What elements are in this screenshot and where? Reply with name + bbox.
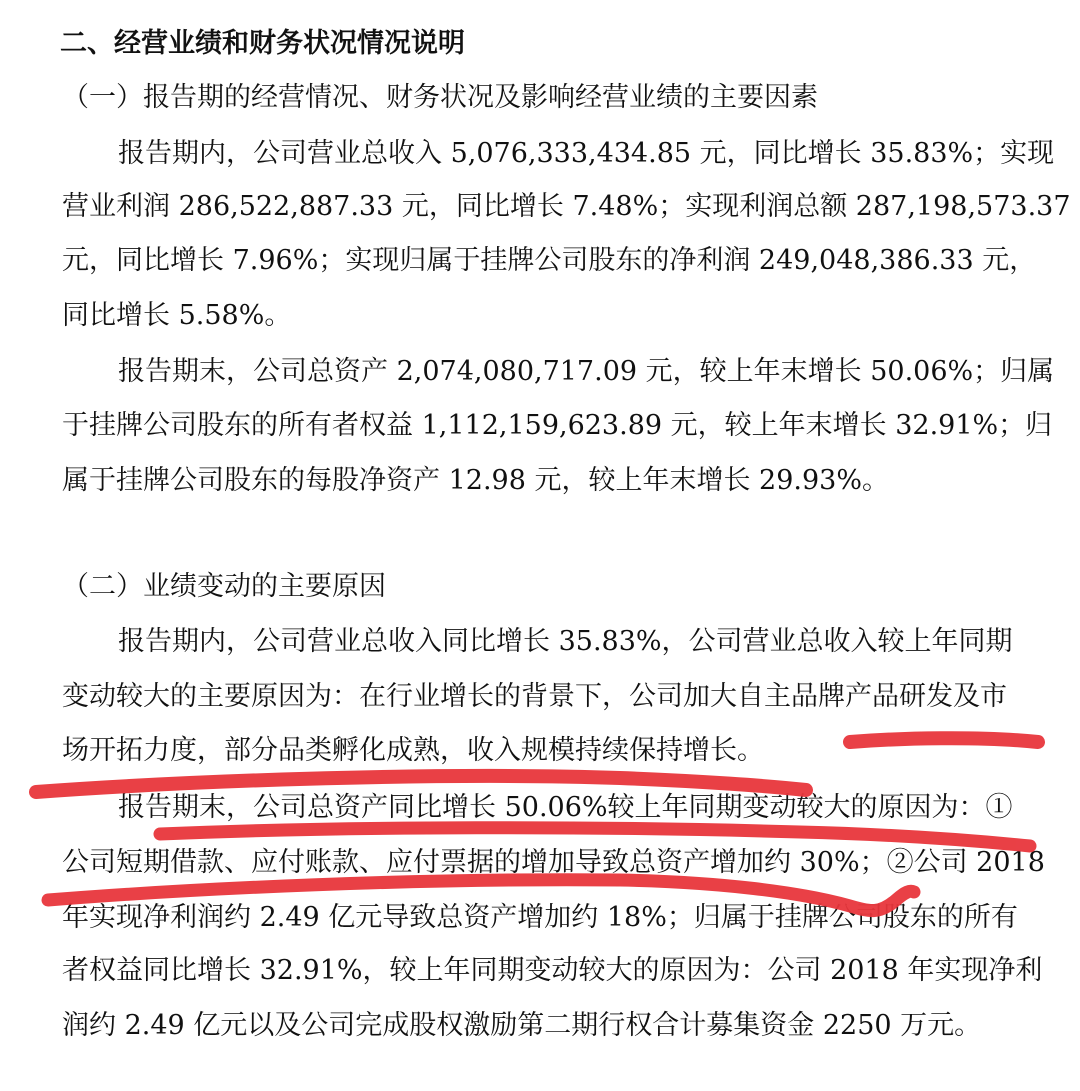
main-heading: 二、经营业绩和财务状况情况说明 bbox=[60, 28, 465, 59]
s2-p2-line1: 报告期末，公司总资产同比增长 50.06%较上年同期变动较大的原因为：① bbox=[118, 792, 1013, 823]
s2-p2-line4: 者权益同比增长 32.91%，较上年同期变动较大的原因为：公司 2018 年实现净利 bbox=[62, 955, 1043, 986]
section1-heading: （一）报告期的经营情况、财务状况及影响经营业绩的主要因素 bbox=[62, 82, 818, 113]
s1-p1-line3: 元，同比增长 7.96%；实现归属于挂牌公司股东的净利润 249,048,386.33 元， bbox=[62, 245, 1037, 276]
s1-p2-line1: 报告期末，公司总资产 2,074,080,717.09 元，较上年末增长 50.06%；归属 bbox=[118, 356, 1055, 387]
s2-p2-line3: 年实现净利润约 2.49 亿元导致总资产增加约 18%；归属于挂牌公司股东的所有 bbox=[62, 902, 1018, 933]
s1-p1-line4: 同比增长 5.58%。 bbox=[62, 300, 292, 331]
s2-p1-line2: 变动较大的主要原因为：在行业增长的背景下，公司加大自主品牌产品研发及市 bbox=[62, 681, 1007, 712]
s1-p1-line2: 营业利润 286,522,887.33 元，同比增长 7.48%；实现利润总额 287,198,573.37 bbox=[62, 191, 1071, 222]
s2-p1-line3: 场开拓力度，部分品类孵化成熟，收入规模持续保持增长。 bbox=[62, 735, 764, 766]
s1-p2-line3: 属于挂牌公司股东的每股净资产 12.98 元，较上年末增长 29.93%。 bbox=[62, 465, 889, 496]
s2-p1-line1: 报告期内，公司营业总收入同比增长 35.83%，公司营业总收入较上年同期 bbox=[118, 626, 1013, 657]
s2-p2-line2: 公司短期借款、应付账款、应付票据的增加导致总资产增加约 30%；②公司 2018 bbox=[62, 847, 1045, 878]
section2-heading: （二）业绩变动的主要原因 bbox=[62, 571, 386, 602]
s1-p2-line2: 于挂牌公司股东的所有者权益 1,112,159,623.89 元，较上年末增长 32.91%；归 bbox=[62, 410, 1053, 441]
s1-p1-line1: 报告期内，公司营业总收入 5,076,333,434.85 元，同比增长 35.83%；实现 bbox=[118, 138, 1055, 169]
s2-p2-line5: 润约 2.49 亿元以及公司完成股权激励第二期行权合计募集资金 2250 万元。 bbox=[62, 1010, 982, 1041]
